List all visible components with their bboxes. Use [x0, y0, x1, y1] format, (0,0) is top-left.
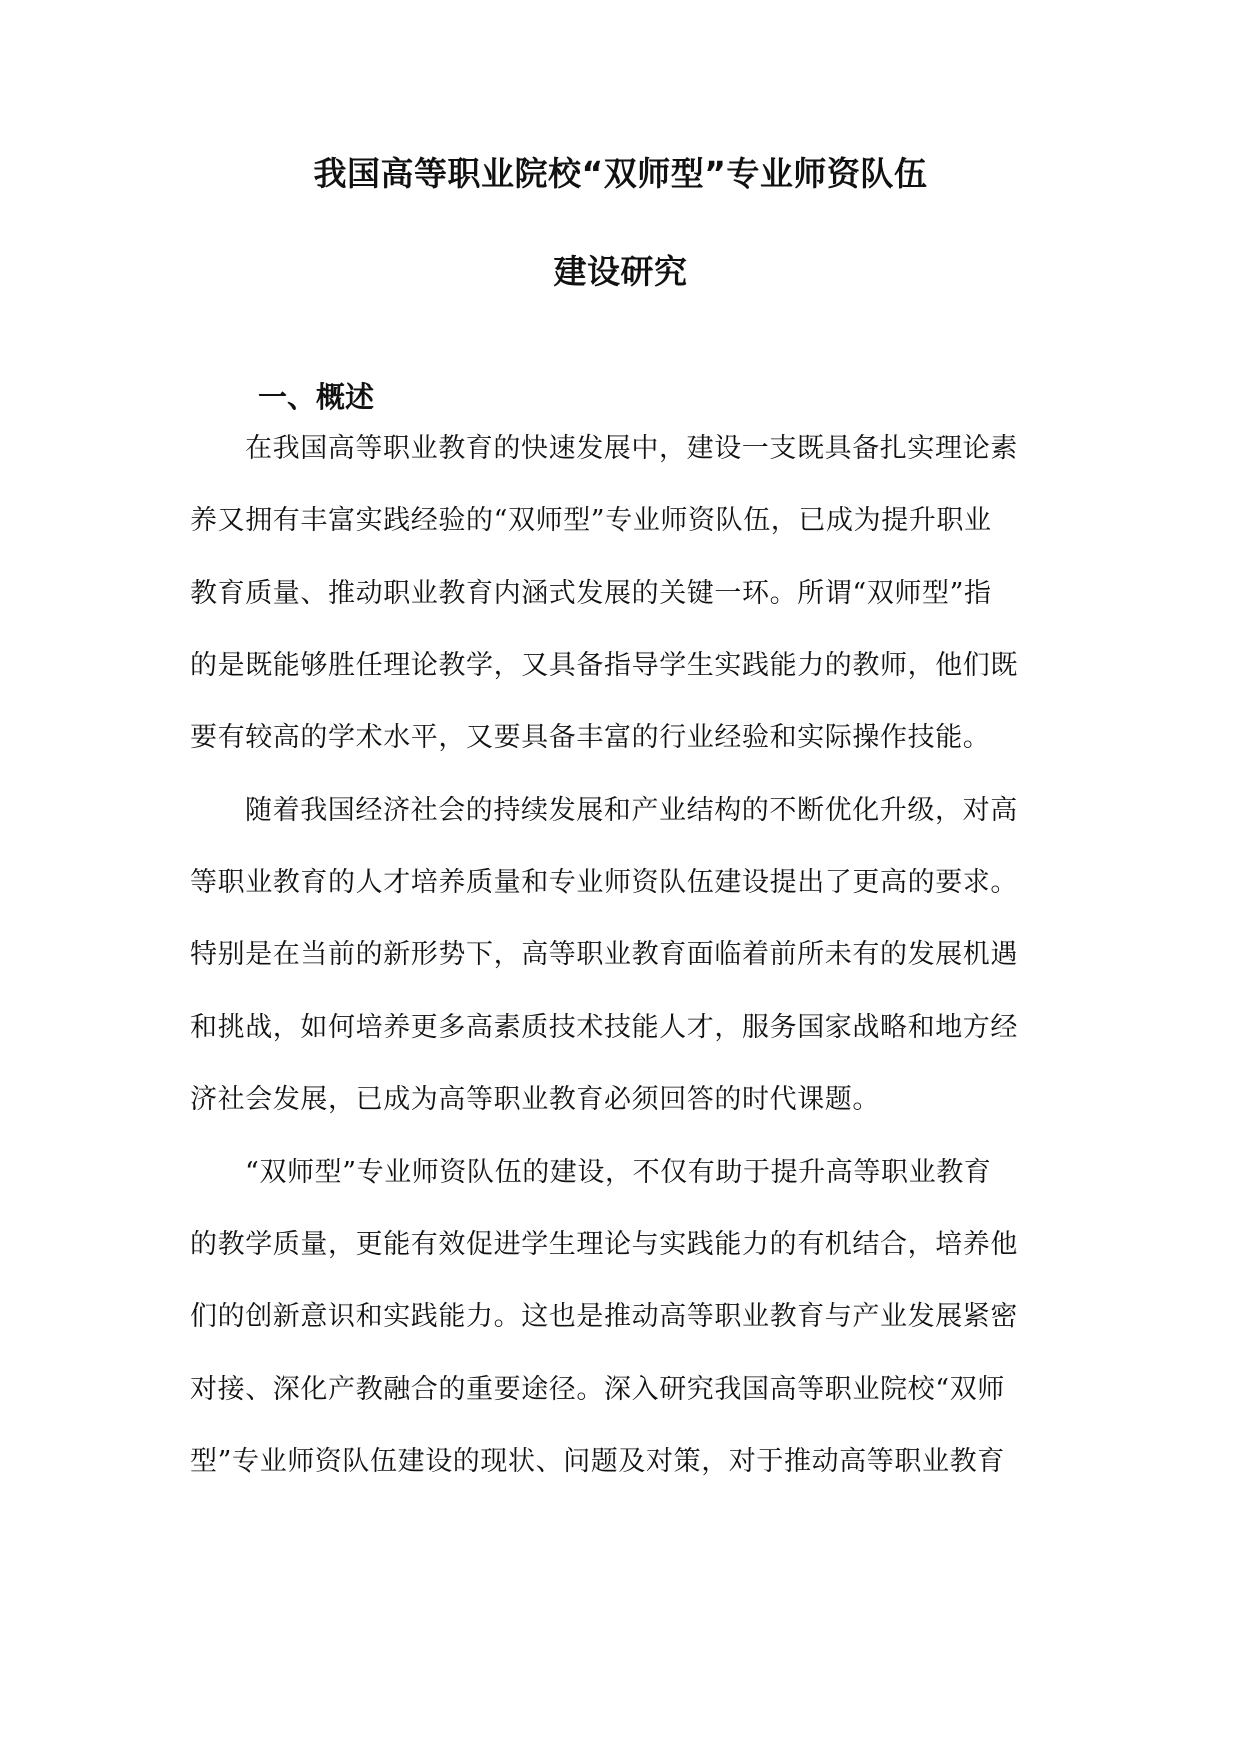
- paragraph-3-line-3: 们的创新意识和实践能力。这也是推动高等职业教育与产业发展紧密: [190, 1301, 1018, 1332]
- paragraph-3-line-1: “双师型”专业师资队伍的建设，不仅有助于提升高等职业教育: [245, 1157, 992, 1188]
- section-heading: 一、概述: [258, 380, 375, 414]
- paragraph-1-line-4: 的是既能够胜任理论教学，又具备指导学生实践能力的教师，他们既: [190, 650, 1018, 681]
- paragraph-1-line-5: 要有较高的学术水平，又要具备丰富的行业经验和实际操作技能。: [190, 722, 991, 753]
- document-title-line-2: 建设研究: [553, 252, 688, 291]
- paragraph-2-line-2: 等职业教育的人才培养质量和专业师资队伍建设提出了更高的要求。: [190, 867, 1018, 898]
- paragraph-2-line-4: 和挑战，如何培养更多高素质技术技能人才，服务国家战略和地方经: [190, 1012, 1018, 1043]
- document-title-line-1: 我国高等职业院校“双师型”专业师资队伍: [313, 154, 928, 193]
- paragraph-2-line-5: 济社会发展，已成为高等职业教育必须回答的时代课题。: [190, 1084, 880, 1115]
- paragraph-3-line-2: 的教学质量，更能有效促进学生理论与实践能力的有机结合，培养他: [190, 1229, 1018, 1260]
- paragraph-3-line-5: 型”专业师资队伍建设的现状、问题及对策，对于推动高等职业教育: [190, 1446, 1005, 1477]
- paragraph-1-line-1: 在我国高等职业教育的快速发展中，建设一支既具备扎实理论素: [245, 433, 1018, 464]
- paragraph-1-line-2: 养又拥有丰富实践经验的“双师型”专业师资队伍，已成为提升职业: [190, 505, 992, 536]
- paragraph-3-line-4: 对接、深化产教融合的重要途径。深入研究我国高等职业院校“双师: [190, 1374, 1005, 1405]
- paragraph-2-line-3: 特别是在当前的新形势下，高等职业教育面临着前所未有的发展机遇: [190, 939, 1018, 970]
- paragraph-1-line-3: 教育质量、推动职业教育内涵式发展的关键一环。所谓“双师型”指: [190, 578, 992, 609]
- paragraph-2-line-1: 随着我国经济社会的持续发展和产业结构的不断优化升级，对高: [245, 795, 1018, 826]
